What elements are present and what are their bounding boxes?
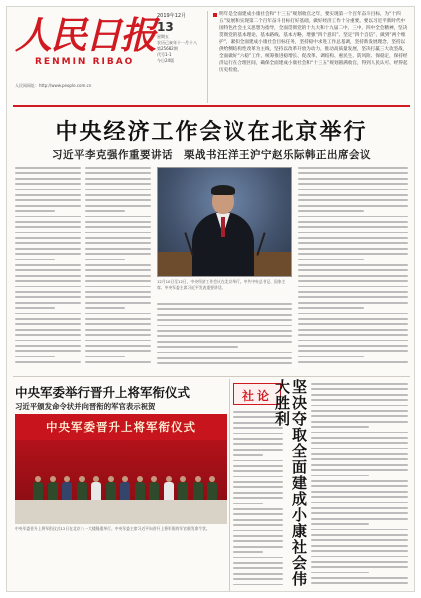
text-line [311, 566, 408, 568]
text-line [15, 172, 81, 174]
officer-figure [77, 476, 87, 500]
text-line [311, 491, 408, 493]
text-line [311, 383, 408, 385]
text-line [15, 264, 81, 266]
text-line [15, 313, 81, 315]
text-line [298, 259, 364, 261]
text-line [311, 480, 408, 482]
photo-speaker-tie [221, 217, 225, 237]
text-line [85, 302, 151, 304]
text-line [233, 460, 283, 462]
text-line [311, 405, 408, 407]
text-line [233, 524, 283, 526]
text-line [157, 314, 292, 316]
text-line [311, 577, 408, 579]
text-line [311, 523, 369, 525]
text-line [85, 259, 125, 261]
text-line [15, 275, 81, 277]
text-line [298, 296, 408, 298]
text-line [157, 341, 292, 343]
text-line [233, 540, 283, 542]
text-line [157, 362, 292, 364]
text-line [311, 415, 408, 417]
text-line [311, 556, 408, 558]
text-line [233, 476, 283, 478]
text-line [233, 449, 283, 451]
text-line [298, 318, 408, 320]
text-line [298, 334, 408, 336]
officer-figure [106, 476, 116, 500]
text-line [15, 356, 55, 358]
officer-figure [178, 476, 188, 500]
photo-caption: 12月10日至12日，中央经济工作会议在北京举行。中共中央总书记、国家主席、中央军委主席习近平发表重要讲话。 [157, 279, 286, 290]
text-line [85, 183, 151, 185]
text-line [311, 469, 408, 471]
text-line [85, 286, 151, 288]
text-line [15, 318, 81, 320]
website-url: 人民网网址：http://www.people.com.cn [15, 83, 92, 88]
issue-day: 13 [157, 20, 174, 34]
text-line [298, 269, 408, 271]
editorial-body-left [233, 411, 283, 591]
column-divider [229, 379, 230, 591]
text-line [311, 426, 369, 428]
officer-figure [48, 476, 58, 500]
text-line [311, 539, 408, 541]
text-line [311, 399, 408, 401]
text-line [233, 465, 283, 467]
text-line [298, 237, 408, 239]
text-line [298, 302, 408, 304]
text-line [157, 325, 292, 327]
newspaper-page [6, 6, 415, 592]
text-line [298, 275, 408, 277]
text-line [233, 470, 283, 472]
text-line [15, 280, 81, 282]
issue-pages: 今日24版 [157, 58, 175, 63]
text-line [298, 361, 408, 363]
text-line [157, 308, 292, 310]
text-line [233, 546, 283, 548]
officer-figure [207, 476, 217, 500]
editorial-title[interactable]: 坚决夺取全面建成小康社会伟大胜利 [273, 379, 308, 587]
text-line [311, 561, 408, 563]
text-line [298, 167, 408, 169]
text-line [15, 221, 81, 223]
text-line [85, 323, 151, 325]
text-line [85, 242, 151, 244]
text-line [15, 269, 81, 271]
text-line [298, 189, 408, 191]
editorial-label: 社论 [241, 389, 272, 403]
text-line [15, 286, 81, 288]
text-line [233, 503, 263, 505]
text-line [157, 352, 292, 354]
text-line [157, 330, 292, 332]
text-line [15, 329, 81, 331]
military-ceremony-headline[interactable]: 中央军委举行晋升上将军衔仪式 [15, 385, 191, 400]
newspaper-logo-roman: RENMIN RIBAO [35, 57, 135, 67]
text-line [311, 453, 408, 455]
ceremony-banner-title: 中央军委晋升上将军衔仪式 [46, 420, 196, 434]
text-line [15, 205, 81, 207]
text-line [298, 323, 408, 325]
text-line [15, 323, 81, 325]
text-line [85, 334, 151, 336]
text-line [85, 216, 151, 218]
text-line [85, 167, 151, 169]
text-line [85, 199, 151, 201]
text-line [15, 350, 81, 352]
text-line [233, 551, 263, 553]
text-line [15, 210, 55, 212]
text-line [298, 307, 364, 309]
text-line [298, 248, 408, 250]
text-line [298, 340, 408, 342]
text-line [85, 221, 151, 223]
military-ceremony-subhead: 习近平颁发命令状并向晋衔的军官表示祝贺 [15, 402, 156, 411]
military-ceremony-photo[interactable] [15, 414, 227, 524]
officer-figure [91, 476, 101, 500]
date-block [157, 13, 203, 97]
text-line [85, 269, 151, 271]
newspaper-logo: 人民日报 [15, 13, 155, 57]
text-line [15, 340, 81, 342]
text-line [85, 237, 151, 239]
text-line [298, 183, 408, 185]
top-news-box [207, 11, 409, 103]
issue-lunar-date: 农历己亥年十一月十八 [157, 40, 197, 45]
issue-weekday: 星期五 [157, 34, 169, 39]
text-line [298, 205, 408, 207]
main-news-photo[interactable] [157, 167, 292, 277]
text-line [311, 448, 408, 450]
section-divider [13, 376, 410, 377]
text-line [311, 582, 408, 584]
text-line [311, 458, 408, 460]
text-line [15, 248, 81, 250]
text-line [233, 557, 283, 559]
text-line [85, 340, 151, 342]
text-line [85, 361, 151, 363]
text-line [233, 573, 283, 575]
text-line [157, 357, 292, 359]
text-line [233, 567, 283, 569]
text-line [298, 232, 408, 234]
text-line [298, 216, 408, 218]
text-line [85, 291, 151, 293]
text-line [298, 226, 408, 228]
text-line [311, 496, 408, 498]
text-line [15, 345, 81, 347]
text-line [311, 442, 408, 444]
military-photo-caption: 中央军委晋升上将军衔仪式12日在北京八一大楼隆重举行。中央军委主席习近平向晋升上将军衔的军官颁发命令状。 [15, 526, 210, 531]
text-line [233, 443, 283, 445]
text-line [85, 350, 151, 352]
officer-figure [33, 476, 43, 500]
text-line [311, 388, 408, 390]
photo-stage [15, 500, 227, 524]
text-line [15, 291, 81, 293]
text-line [298, 264, 408, 266]
text-line [85, 194, 151, 196]
text-line [233, 508, 283, 510]
text-line [85, 345, 151, 347]
issue-date: 2019年12月 [157, 13, 187, 19]
article-column-left-2 [85, 167, 151, 372]
text-line [15, 242, 81, 244]
main-subhead: 习近平李克强作重要讲话 栗战书汪洋王沪宁赵乐际韩正出席会议 [52, 149, 371, 161]
text-line [311, 545, 408, 547]
issue-number: 第25682期 [157, 46, 178, 51]
text-line [311, 432, 408, 434]
text-line [85, 313, 151, 315]
text-line [157, 346, 238, 348]
text-line [15, 361, 81, 363]
text-line [298, 199, 408, 201]
text-line [85, 253, 151, 255]
text-line [15, 178, 81, 180]
text-line [85, 356, 125, 358]
main-headline[interactable]: 中央经济工作会议在北京举行 [55, 119, 368, 145]
text-line [298, 350, 408, 352]
text-line [85, 264, 151, 266]
text-line [85, 296, 151, 298]
text-line [233, 486, 283, 488]
officer-figure [149, 476, 159, 500]
text-line [15, 334, 81, 336]
text-line [233, 427, 283, 429]
text-line [311, 502, 408, 504]
text-line [233, 562, 283, 564]
text-line [157, 319, 292, 321]
text-line [311, 529, 408, 531]
text-line [15, 199, 81, 201]
text-line [233, 497, 283, 499]
article-column-left [15, 167, 81, 372]
text-line [233, 492, 283, 494]
text-line [311, 512, 408, 514]
text-line [298, 356, 364, 358]
text-line [15, 189, 81, 191]
text-line [85, 318, 151, 320]
text-line [15, 296, 81, 298]
text-line [15, 232, 81, 234]
text-line [233, 578, 283, 580]
text-line [233, 438, 283, 440]
text-line [157, 303, 292, 305]
text-line [233, 481, 283, 483]
photo-speaker-hair [211, 185, 235, 195]
text-line [15, 237, 81, 239]
officer-figure [193, 476, 203, 500]
text-line [311, 394, 408, 396]
text-line [85, 329, 151, 331]
text-line [85, 226, 151, 228]
text-line [311, 410, 408, 412]
text-line [15, 259, 55, 261]
text-line [311, 485, 408, 487]
text-line [85, 178, 151, 180]
text-line [311, 475, 369, 477]
text-line [85, 232, 151, 234]
text-line [85, 210, 125, 212]
article-column-under-photo [157, 303, 292, 372]
text-line [85, 205, 151, 207]
text-line [15, 226, 81, 228]
text-line [298, 280, 408, 282]
text-line [85, 189, 151, 191]
text-line [311, 534, 408, 536]
text-line [298, 172, 408, 174]
top-news-text: 明年是全面建成小康社会和“十三五”规划收官之年，要实现第一个百年奋斗目标，为“十四五”发展和实现第二个百年奋斗目标打好基础，做好经济工作十分重要。要以习近平新时代中国特色社会主义思想为指导，全面贯彻党的十九大和十九届二中、三中、四中全会精神，坚决贯彻党的基本理论、基本路线、基本方略，增强“四个意识”、坚定“四个自信”、做到“两个维护”，紧扣全面建成小康社会目标任务，坚持稳中求进工作总基调，坚持新发展理念，坚持以供给侧结构性改革为主线，坚持以改革开放为动力，推动高质量发展，坚决打赢三大攻坚战，全面做好“六稳”工作，统筹推进稳增长、促改革、调结构、惠民生、防风险、保稳定，保持经济运行在合理区间，确保全面建成小康社会和“十三五”规划圆满收官，得到人民认可、经得起历史检验。 [219, 12, 408, 73]
text-line [233, 433, 283, 435]
issue-code: 代号1-1 [157, 52, 172, 57]
text-line [233, 584, 283, 586]
text-line [233, 535, 283, 537]
text-line [311, 507, 408, 509]
text-line [15, 167, 81, 169]
officer-figure [62, 476, 72, 500]
text-line [298, 313, 408, 315]
text-line [15, 216, 81, 218]
text-line [15, 194, 81, 196]
text-line [15, 307, 55, 309]
text-line [298, 210, 364, 212]
text-line [233, 530, 283, 532]
text-line [85, 248, 151, 250]
text-line [298, 194, 408, 196]
text-line [311, 550, 408, 552]
text-line [85, 280, 151, 282]
text-line [233, 454, 263, 456]
text-line [298, 329, 408, 331]
officer-figure [135, 476, 145, 500]
text-line [298, 178, 408, 180]
text-line [311, 464, 408, 466]
text-line [298, 253, 408, 255]
text-line [298, 291, 408, 293]
text-line [85, 172, 151, 174]
text-line [15, 302, 81, 304]
text-line [311, 421, 408, 423]
text-line [15, 183, 81, 185]
masthead-rule [13, 105, 410, 107]
text-line [298, 286, 408, 288]
text-line [311, 518, 408, 520]
text-line [298, 221, 408, 223]
text-line [311, 572, 369, 574]
text-line [85, 307, 125, 309]
text-line [85, 275, 151, 277]
text-line [233, 519, 283, 521]
article-column-right [298, 167, 408, 372]
text-line [298, 242, 408, 244]
text-line [311, 437, 408, 439]
text-line [298, 345, 408, 347]
officer-figure [164, 476, 174, 500]
news-bullet-icon [213, 13, 217, 17]
officer-figure [120, 476, 130, 500]
text-line [233, 513, 283, 515]
text-line [15, 253, 81, 255]
editorial-body-right [311, 383, 408, 591]
text-line [157, 335, 292, 337]
